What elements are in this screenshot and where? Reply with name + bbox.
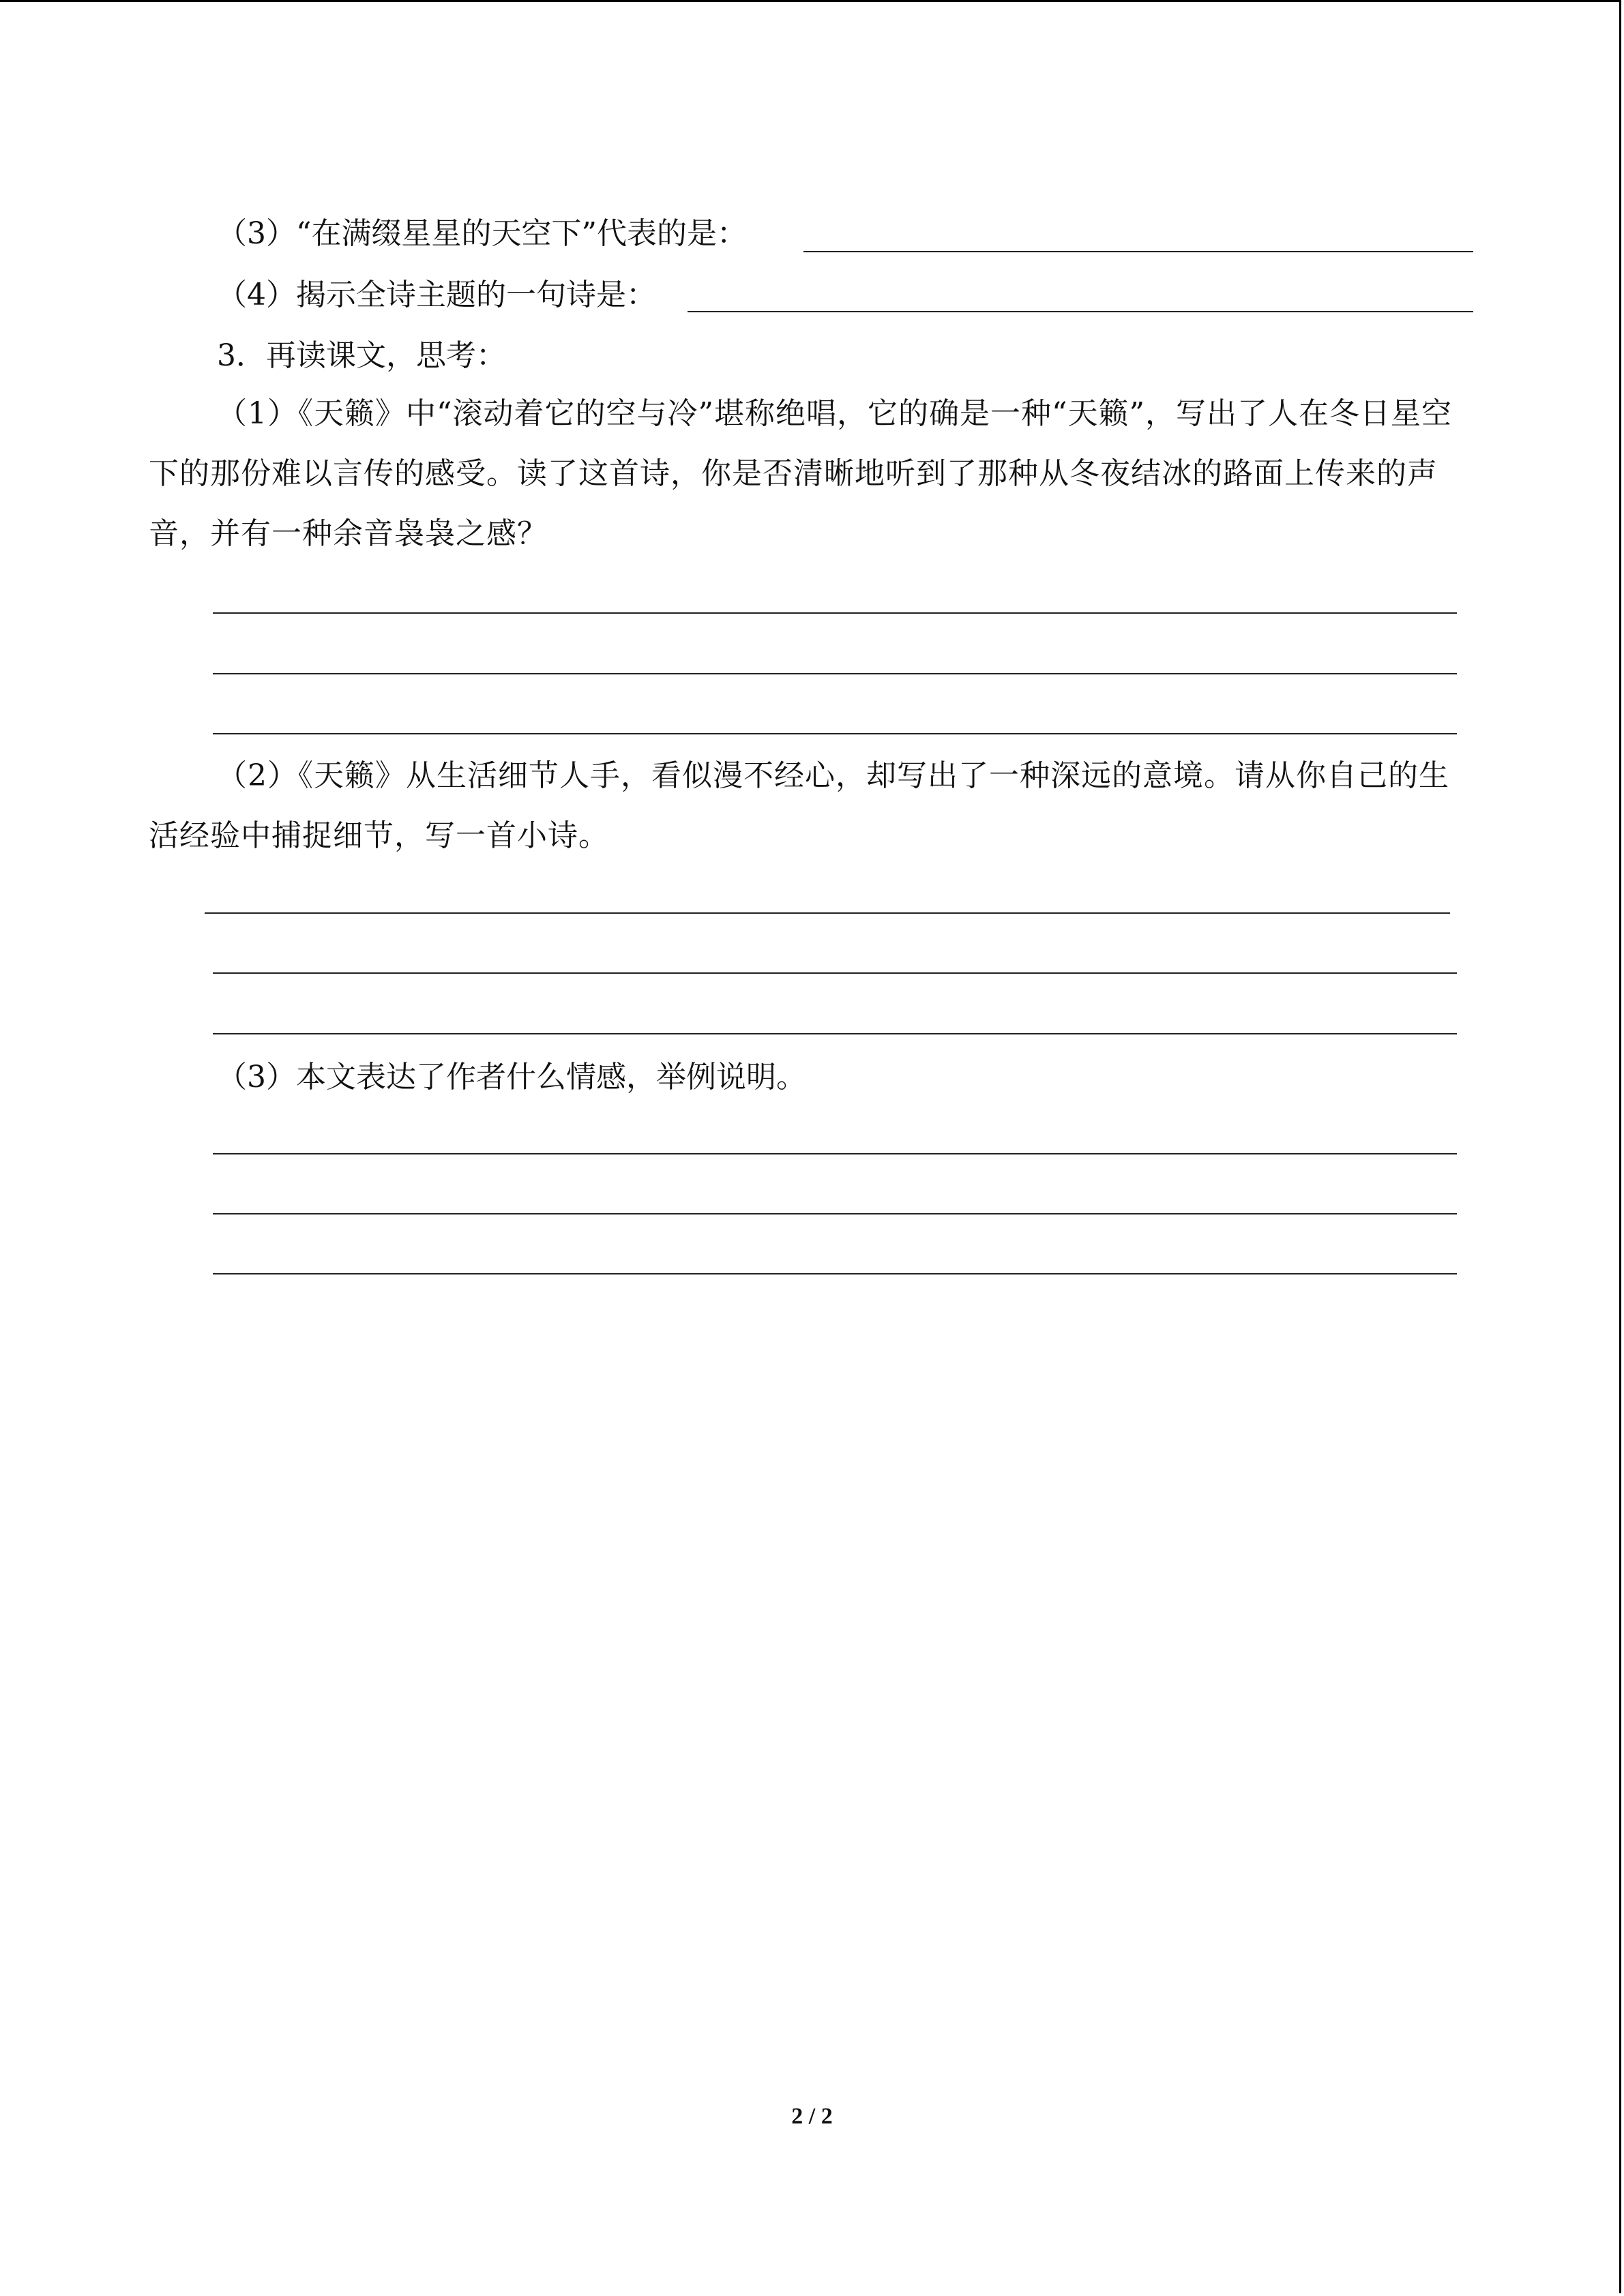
answer-line-q3-3-b[interactable] <box>213 1213 1457 1214</box>
answer-line-q2-3[interactable] <box>803 251 1473 252</box>
question-3-1-text: （1）《天籁》中“滚动着它的空与冷”堪称绝唱，它的确是一种“天籁”，写出了人在冬日星空下的那份难以言传的感受。读了这首诗，你是否清晰地听到了那种从冬夜结冰的路面上传来的声音，并有一种余音袅袅之感？ <box>149 396 1452 551</box>
answer-line-q3-2-b[interactable] <box>213 972 1457 974</box>
answer-line-q3-2-c[interactable] <box>213 1033 1457 1034</box>
answer-line-q3-1-c[interactable] <box>213 733 1457 734</box>
answer-line-q3-3-a[interactable] <box>213 1153 1457 1154</box>
question-3-2-text: （2）《天籁》从生活细节人手，看似漫不经心，却写出了一种深远的意境。请从你自己的生活经验中捕捉细节，写一首小诗。 <box>149 758 1449 853</box>
answer-line-q3-1-b[interactable] <box>213 673 1457 674</box>
question-3-heading: 3．再读课文，思考： <box>217 338 506 373</box>
question-2-4-prompt: （4）揭示全诗主题的一句诗是： <box>217 278 656 312</box>
answer-line-q3-2-a[interactable] <box>205 912 1450 914</box>
question-2-3-prompt: （3）“在满缀星星的天空下”代表的是： <box>217 216 747 251</box>
answer-line-q2-4[interactable] <box>688 311 1473 312</box>
answer-line-q3-1-a[interactable] <box>213 612 1457 614</box>
page-number: 2 / 2 <box>791 2104 833 2129</box>
question-3-3-text: （3）本文表达了作者什么情感，举例说明。 <box>217 1060 806 1094</box>
answer-line-q3-3-c[interactable] <box>213 1273 1457 1274</box>
